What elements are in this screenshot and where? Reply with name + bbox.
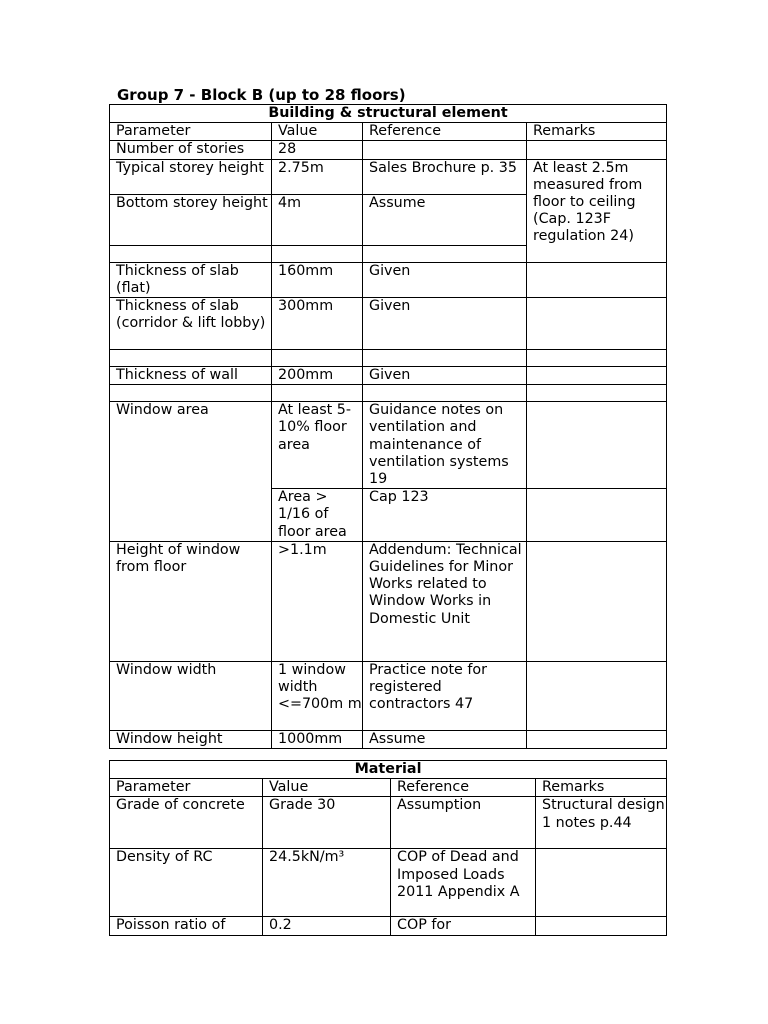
table-cell: Sales Brochure p. 35 <box>363 159 527 194</box>
table-cell <box>272 245 363 262</box>
table-row <box>110 661 667 730</box>
table-cell <box>527 730 667 748</box>
table-cell <box>527 385 667 402</box>
table-cell <box>110 385 272 402</box>
table-cell: Window width <box>110 661 272 730</box>
table-row <box>110 262 667 297</box>
column-header: Parameter <box>110 779 263 797</box>
table-cell: 160mm <box>272 262 363 297</box>
table-cell: >1.1m <box>272 541 363 661</box>
table-cell: Given <box>363 367 527 385</box>
table-cell <box>527 661 667 730</box>
table-cell: Structural design 1 notes p.44 <box>536 797 667 849</box>
table-cell <box>527 402 667 489</box>
column-header: Parameter <box>110 123 272 141</box>
table-cell <box>363 385 527 402</box>
table-cell: 2.75m <box>272 159 363 194</box>
table-cell: Window height <box>110 730 272 748</box>
table-cell: Given <box>363 262 527 297</box>
table-cell: 0.2 <box>263 917 391 935</box>
table-cell <box>363 141 527 159</box>
table-row <box>110 917 667 935</box>
table-cell: Area > 1/16 of floor area <box>272 489 363 542</box>
table-row <box>110 159 667 194</box>
table-cell: Density of RC <box>110 849 263 917</box>
table-cell: Guidance notes on ventilation and maintenance of ventilation systems 19 <box>363 402 527 489</box>
table-cell <box>527 367 667 385</box>
table-cell: Thickness of slab (corridor & lift lobby) <box>110 298 272 350</box>
table-cell: Grade of concrete <box>110 797 263 849</box>
table-row <box>110 385 667 402</box>
table-cell: COP of Dead and Imposed Loads 2011 Appendix A <box>391 849 536 917</box>
table-cell: Thickness of slab (flat) <box>110 262 272 297</box>
table-cell: 28 <box>272 141 363 159</box>
table-cell <box>536 849 667 917</box>
table-cell: Practice note for registered contractors 47 <box>363 661 527 730</box>
column-header: Value <box>272 123 363 141</box>
table-cell: 24.5kN/m³ <box>263 849 391 917</box>
table-row <box>110 350 667 367</box>
column-header: Reference <box>391 779 536 797</box>
column-header: Value <box>263 779 391 797</box>
table-cell: Assume <box>363 730 527 748</box>
table-cell <box>272 385 363 402</box>
table-cell: At least 5-10% floor area <box>272 402 363 489</box>
table-cell: Window area <box>110 402 272 542</box>
table-row <box>110 141 667 159</box>
table-cell <box>363 245 527 262</box>
table-cell <box>110 245 272 262</box>
table-cell: COP for <box>391 917 536 935</box>
table-cell <box>536 917 667 935</box>
table-cell: At least 2.5m measured from floor to ceiling (Cap. 123F regulation 24) <box>527 159 667 262</box>
table-cell: Assume <box>363 194 527 245</box>
table-cell <box>527 489 667 542</box>
table-cell: Grade 30 <box>263 797 391 849</box>
table-cell <box>272 350 363 367</box>
table-cell: 200mm <box>272 367 363 385</box>
table-cell: Poisson ratio of <box>110 917 263 935</box>
table-cell: Bottom storey height <box>110 194 272 245</box>
column-header: Remarks <box>536 779 667 797</box>
table-cell <box>363 350 527 367</box>
table-cell: Assumption <box>391 797 536 849</box>
table-cell: 1 window width <=700m m <box>272 661 363 730</box>
table-row <box>110 797 667 849</box>
table-cell: 4m <box>272 194 363 245</box>
page-title: Group 7 - Block B (up to 28 floors) <box>117 86 406 104</box>
table-cell <box>527 141 667 159</box>
table-cell: Thickness of wall <box>110 367 272 385</box>
table-row <box>110 402 667 489</box>
table-row <box>110 367 667 385</box>
table-cell: Given <box>363 298 527 350</box>
table-row <box>110 298 667 350</box>
table-title: Building & structural element <box>110 105 667 123</box>
building-structural-table <box>109 104 667 749</box>
table-cell: Typical storey height <box>110 159 272 194</box>
table-row <box>110 849 667 917</box>
table-cell: 1000mm <box>272 730 363 748</box>
table-cell <box>527 298 667 350</box>
table-cell <box>110 350 272 367</box>
table-row <box>110 730 667 748</box>
table-cell: Number of stories <box>110 141 272 159</box>
table-cell: Height of window from floor <box>110 541 272 661</box>
table-cell: Cap 123 <box>363 489 527 542</box>
table-row <box>110 541 667 661</box>
table-cell: 300mm <box>272 298 363 350</box>
table-cell <box>527 350 667 367</box>
column-header: Reference <box>363 123 527 141</box>
material-table <box>109 760 667 936</box>
column-header: Remarks <box>527 123 667 141</box>
table-cell <box>527 541 667 661</box>
table-cell <box>527 262 667 297</box>
table-cell: Addendum: Technical Guidelines for Minor Works related to Window Works in Domestic Unit <box>363 541 527 661</box>
table-title: Material <box>110 761 667 779</box>
